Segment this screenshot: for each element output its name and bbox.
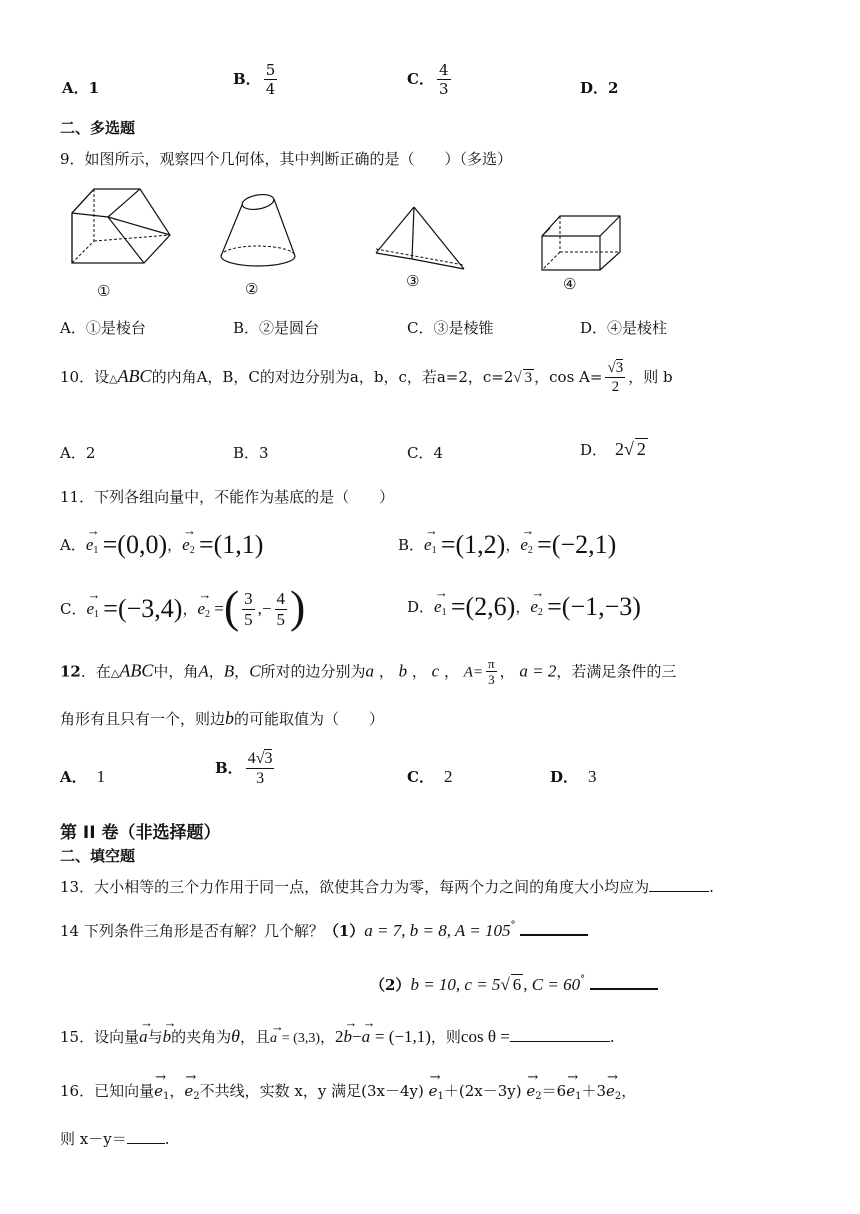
q16-answer-blank[interactable] xyxy=(127,1143,165,1144)
volume-2-heading: 第 II 卷（非选择题） xyxy=(60,823,221,843)
q11-option-b: B．→ $e_1 =(1,2)$，→ $e_2 =(-2,1)$ xyxy=(398,530,616,560)
figure-1-polyhedron xyxy=(68,185,178,267)
q9-stem: 9．如图所示，观察四个几何体，其中判断正确的是（ ）（多选） xyxy=(60,150,513,168)
q10-option-b: B．3 xyxy=(233,444,269,462)
q15-stem: 15．设向量→ a与→ b的夹角为θ，且→ a = (3,3)，2→ b−→ a = (−1,1)，则cos θ = . xyxy=(60,1026,615,1047)
figure-3-label: ③ xyxy=(406,272,420,290)
q8-option-d: D．2 xyxy=(580,79,619,97)
q16-stem-line-2: 则 x－y＝ . xyxy=(60,1130,170,1148)
q9-option-c: C．③是棱锥 xyxy=(407,319,494,337)
q8-option-c: C． $\frac{4}{3}$ xyxy=(407,61,449,98)
q9-option-a: A．①是棱台 xyxy=(60,319,146,337)
q12-option-c: C． 2 xyxy=(407,767,453,786)
q13-stem: 13．大小相等的三个力作用于同一点，欲使其合力为零，每两个力之间的角度大小均应为 . xyxy=(60,878,714,896)
q14-line-1: 14 下列条件三角形是否有解？几个解？（1）a = 7, b = 8, A = 105° xyxy=(60,920,588,941)
q12-option-d: D． 3 xyxy=(550,767,597,786)
q9-option-b: B．②是圆台 xyxy=(233,319,320,337)
figure-3-pyramid xyxy=(372,205,468,273)
q11-option-a: A．→ $e_1 =(0,0)$，→ $e_2 =(1,1)$ xyxy=(60,530,263,560)
q11-option-d: D．→ $e_1 =(2,6)$，→ $e_2 =(-1,-3)$ xyxy=(407,592,641,622)
q8-option-b: B． $\frac{5}{4}$ xyxy=(233,61,276,98)
q11-stem: 11．下列各组向量中，不能作为基底的是（ ） xyxy=(60,488,395,506)
section-fill-heading: 二、填空题 xyxy=(60,847,136,865)
figure-4-label: ④ xyxy=(563,275,577,293)
figure-1-label: ① xyxy=(97,282,111,300)
q8-option-a: A．1 xyxy=(62,79,100,97)
q10-option-d: D． 2√ 2 xyxy=(580,439,646,459)
q12-option-b: B． $\frac{4√3}{3}$ xyxy=(215,750,273,787)
q9-option-d: D．④是棱柱 xyxy=(580,319,668,337)
figure-2-truncated-cone xyxy=(218,190,298,272)
q11-option-c: C．→ $e_1 =(-3,4)$，→ $e_2$ =( $\frac{3}{5}$ ,− $\frac{4}{5}$ ) xyxy=(60,580,305,633)
q14-answer-blank-1[interactable] xyxy=(520,934,588,936)
q16-stem-line-1: 16．已知向量→ $e_1$，→ $e_2$不共线，实数 x，y 满足$(3x-4y) \to e_1+(2x-3y) \to e_2=6\to e_1+3\to e_2$， xyxy=(60,1080,636,1102)
section-multi-heading: 二、多选题 xyxy=(60,119,136,137)
q14-answer-blank-2[interactable] xyxy=(590,988,658,990)
q15-answer-blank[interactable] xyxy=(510,1041,610,1042)
q12-option-a: A． 1 xyxy=(60,767,106,786)
q10-stem: 10．设△ABC的内角A，B，C的对边分别为a，b，c，若a=2，c=2√ 3 ，cos A= $\frac{√3}{2}$ ，则 b xyxy=(60,360,673,395)
q12-stem-line-1: 12．在△ABC中，角A，B，C所对的边分别为a ， b ， c ， A= $\frac{\pi}{3}$ ， a = 2，若满足条件的三 xyxy=(60,656,677,688)
q10-option-c: C．4 xyxy=(407,444,444,462)
q12-stem-line-2: 角形有且只有一个，则边b的可能取值为（ ） xyxy=(60,708,385,728)
figure-4-prism xyxy=(540,212,624,272)
q10-option-a: A．2 xyxy=(60,444,96,462)
figure-2-label: ② xyxy=(245,280,259,298)
q14-line-2: （2）b = 10, c = 5√ 6 , C = 60° xyxy=(370,974,658,995)
q13-answer-blank[interactable] xyxy=(649,891,709,892)
